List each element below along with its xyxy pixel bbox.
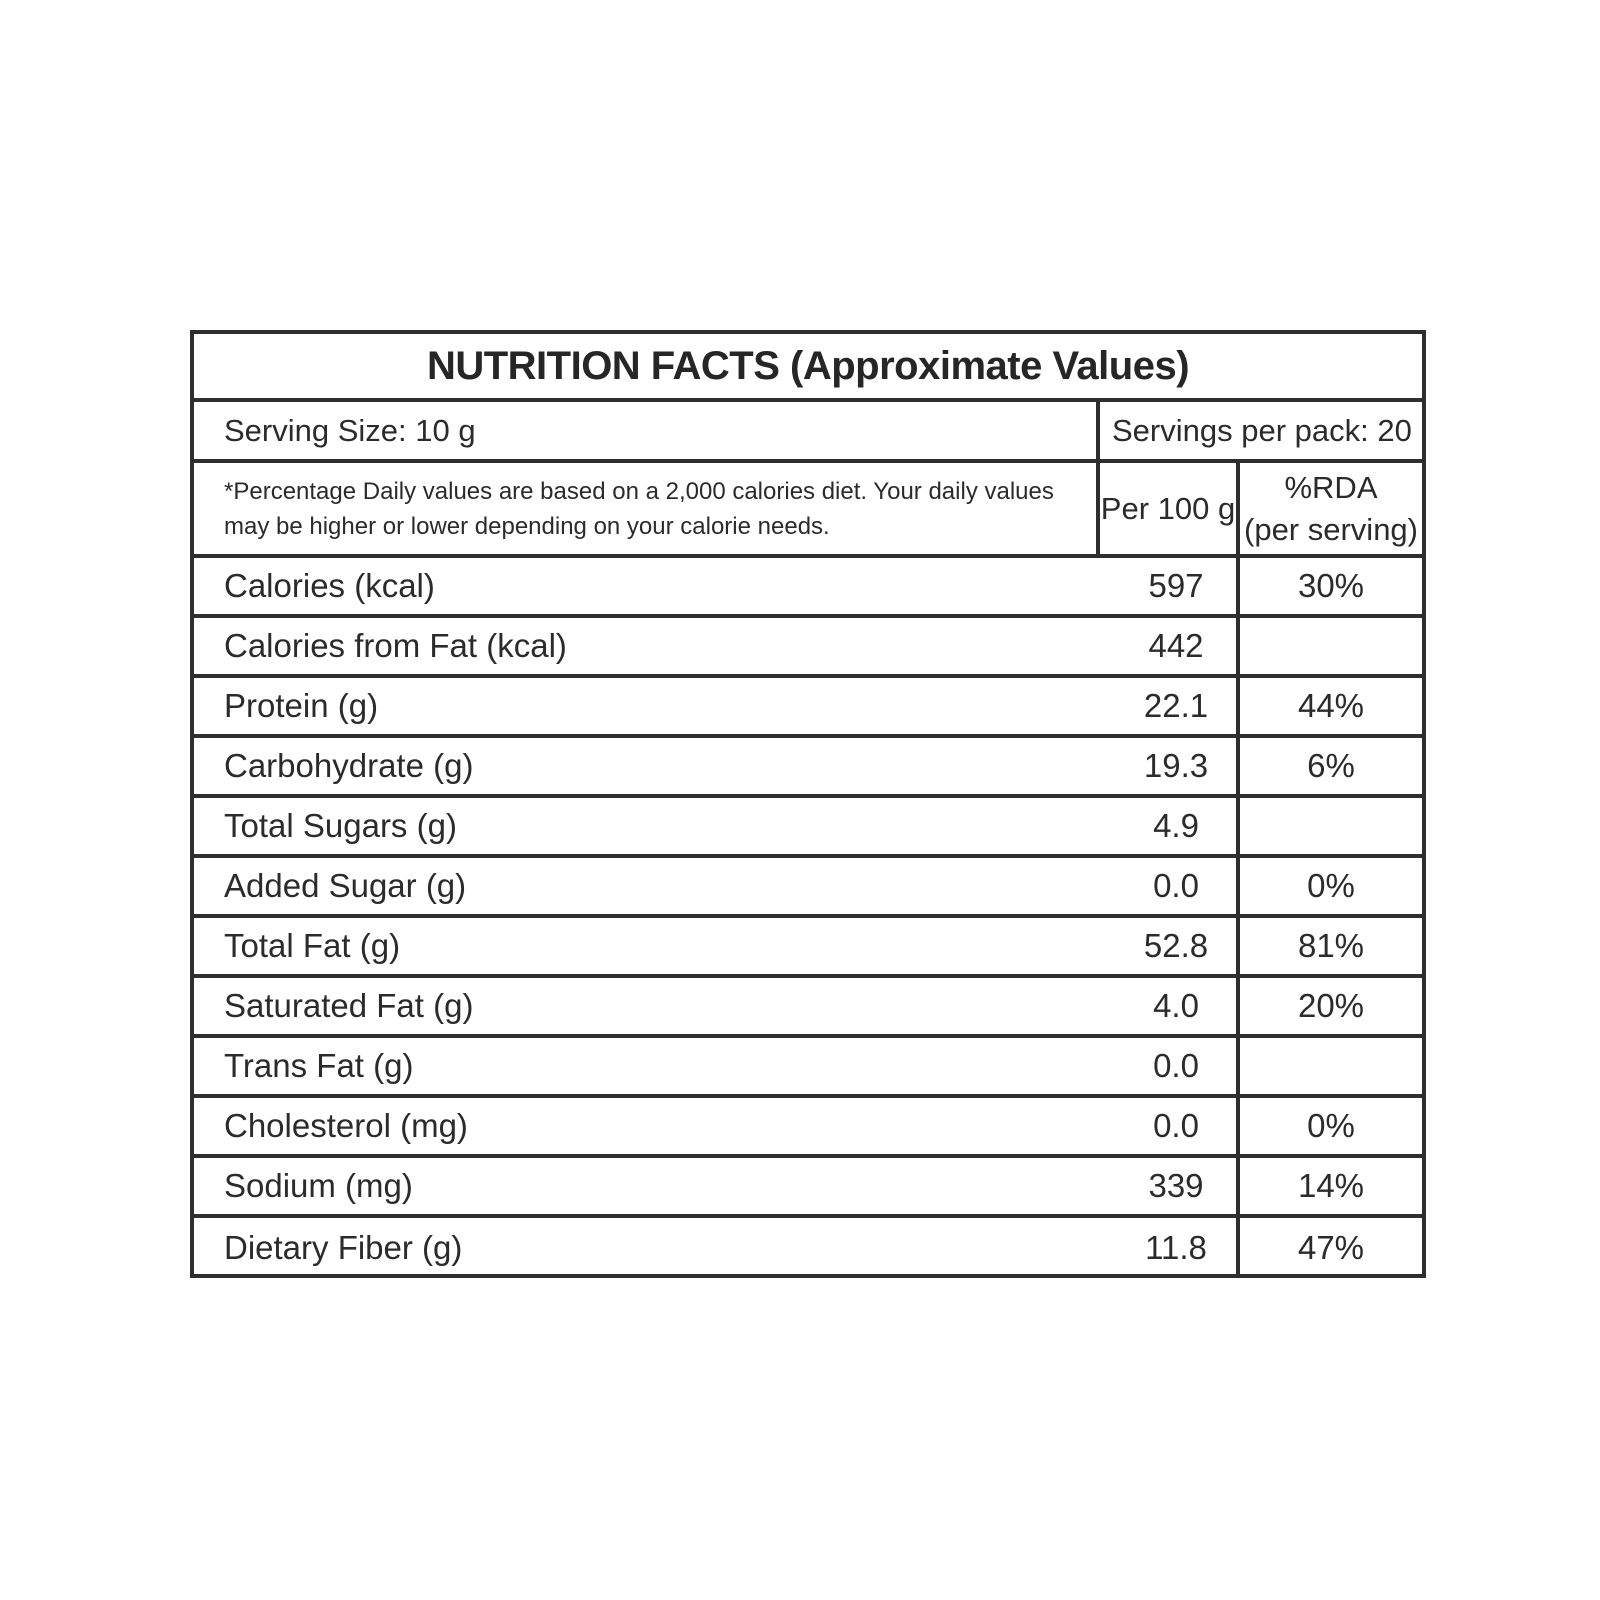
nutrient-label: Cholesterol (mg) [224, 1107, 468, 1144]
table-row: Protein (g) 22.1 44% [194, 678, 1422, 738]
title-row [194, 334, 1422, 402]
nutrient-label: Total Sugars (g) [224, 807, 457, 844]
daily-values-footnote: *Percentage Daily values are based on a 2,000 calories diet. Your daily values may be higher or lower depending on your calorie needs. [224, 477, 1054, 540]
nutrient-label: Dietary Fiber (g) [224, 1229, 463, 1266]
table-row: Carbohydrate (g) 19.3 6% [194, 738, 1422, 798]
nutrient-rda-percent [1236, 618, 1422, 674]
nutrient-rda-percent: 81% [1236, 918, 1422, 974]
nutrient-rda-percent [1236, 798, 1422, 854]
nutrient-label: Calories (kcal) [224, 567, 435, 604]
nutrient-rda-percent: 6% [1236, 738, 1422, 794]
nutrient-label: Added Sugar (g) [224, 867, 467, 904]
nutrient-rda-percent: 47% [1236, 1218, 1422, 1278]
nutrient-rda-percent: 20% [1236, 978, 1422, 1034]
table-row: Calories from Fat (kcal) 442 [194, 618, 1422, 678]
nutrient-label: Saturated Fat (g) [224, 987, 474, 1024]
column-header-rda-line1: %RDA [1284, 469, 1378, 505]
nutrient-label: Calories from Fat (kcal) [224, 627, 567, 664]
serving-size: Serving Size: 10 g [224, 412, 476, 448]
nutrient-rda-percent: 44% [1236, 678, 1422, 734]
table-row: Calories (kcal) 597 30% [194, 558, 1422, 618]
table-row: Dietary Fiber (g) 11.8 47% [194, 1218, 1422, 1278]
nutrient-rda-percent: 0% [1236, 858, 1422, 914]
column-header-rda [1236, 463, 1422, 554]
nutrient-label: Trans Fat (g) [224, 1047, 414, 1084]
nutrient-label: Sodium (mg) [224, 1167, 413, 1204]
column-header-per-100g: Per 100 g [1096, 463, 1236, 554]
nutrient-label: Protein (g) [224, 687, 379, 724]
nutrient-rda-percent: 0% [1236, 1098, 1422, 1154]
table-title: NUTRITION FACTS (Approximate Values) [426, 343, 1190, 388]
table-row: Total Sugars (g) 4.9 [194, 798, 1422, 858]
table-row: Trans Fat (g) 0.0 [194, 1038, 1422, 1098]
nutrient-rda-percent: 30% [1236, 558, 1422, 614]
servings-per-pack: Servings per pack: 20 [1096, 402, 1422, 459]
nutrient-label: Total Fat (g) [224, 927, 401, 964]
table-row: Cholesterol (mg) 0.0 0% [194, 1098, 1422, 1158]
nutrient-rda-percent: 14% [1236, 1158, 1422, 1214]
table-row: Total Fat (g) 52.8 81% [194, 918, 1422, 978]
serving-info-row [194, 402, 1422, 463]
table-row: Sodium (mg) 339 14% [194, 1158, 1422, 1218]
column-header-row [194, 463, 1422, 558]
nutrition-facts-table [190, 330, 1426, 1278]
nutrient-label: Carbohydrate (g) [224, 747, 474, 784]
table-row: Added Sugar (g) 0.0 0% [194, 858, 1422, 918]
column-header-rda-line2: (per serving) [1244, 511, 1418, 547]
nutrient-rda-percent [1236, 1038, 1422, 1094]
table-row: Saturated Fat (g) 4.0 20% [194, 978, 1422, 1038]
